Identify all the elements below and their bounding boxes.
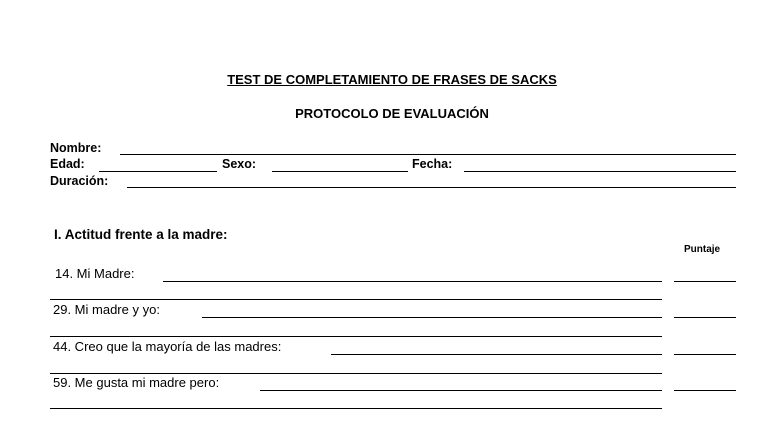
nombre-label: Nombre: bbox=[50, 141, 102, 155]
document-title: TEST DE COMPLETAMIENTO DE FRASES DE SACKS bbox=[227, 72, 557, 87]
item-answer-line-2[interactable] bbox=[50, 373, 662, 374]
duracion-field[interactable] bbox=[127, 187, 736, 188]
item-label: 44. Creo que la mayoría de las madres: bbox=[53, 339, 282, 354]
edad-label: Edad: bbox=[50, 157, 85, 171]
item-score-line[interactable] bbox=[674, 390, 736, 391]
item-answer-line-2[interactable] bbox=[50, 336, 662, 337]
sexo-label: Sexo: bbox=[222, 157, 257, 171]
item-label: 29. Mi madre y yo: bbox=[53, 302, 160, 317]
item-answer-line-2[interactable] bbox=[50, 408, 662, 409]
item-answer-line[interactable] bbox=[163, 281, 662, 282]
document-subtitle: PROTOCOLO DE EVALUACIÓN bbox=[295, 106, 489, 121]
item-answer-line[interactable] bbox=[260, 390, 662, 391]
nombre-field[interactable] bbox=[120, 154, 736, 155]
item-answer-line[interactable] bbox=[202, 317, 662, 318]
fecha-field[interactable] bbox=[464, 171, 736, 172]
item-answer-line-2[interactable] bbox=[50, 299, 662, 300]
item-label: 14. Mi Madre: bbox=[55, 266, 135, 281]
item-score-line[interactable] bbox=[674, 281, 736, 282]
fecha-label: Fecha: bbox=[412, 157, 453, 171]
item-score-line[interactable] bbox=[674, 317, 736, 318]
score-header: Puntaje bbox=[684, 244, 721, 255]
edad-field[interactable] bbox=[99, 171, 217, 172]
sexo-field[interactable] bbox=[272, 171, 408, 172]
item-score-line[interactable] bbox=[674, 354, 736, 355]
item-label: 59. Me gusta mi madre pero: bbox=[53, 375, 220, 390]
duracion-label: Duración: bbox=[50, 174, 109, 188]
section-title: I. Actitud frente a la madre: bbox=[54, 227, 228, 242]
item-answer-line[interactable] bbox=[331, 354, 662, 355]
